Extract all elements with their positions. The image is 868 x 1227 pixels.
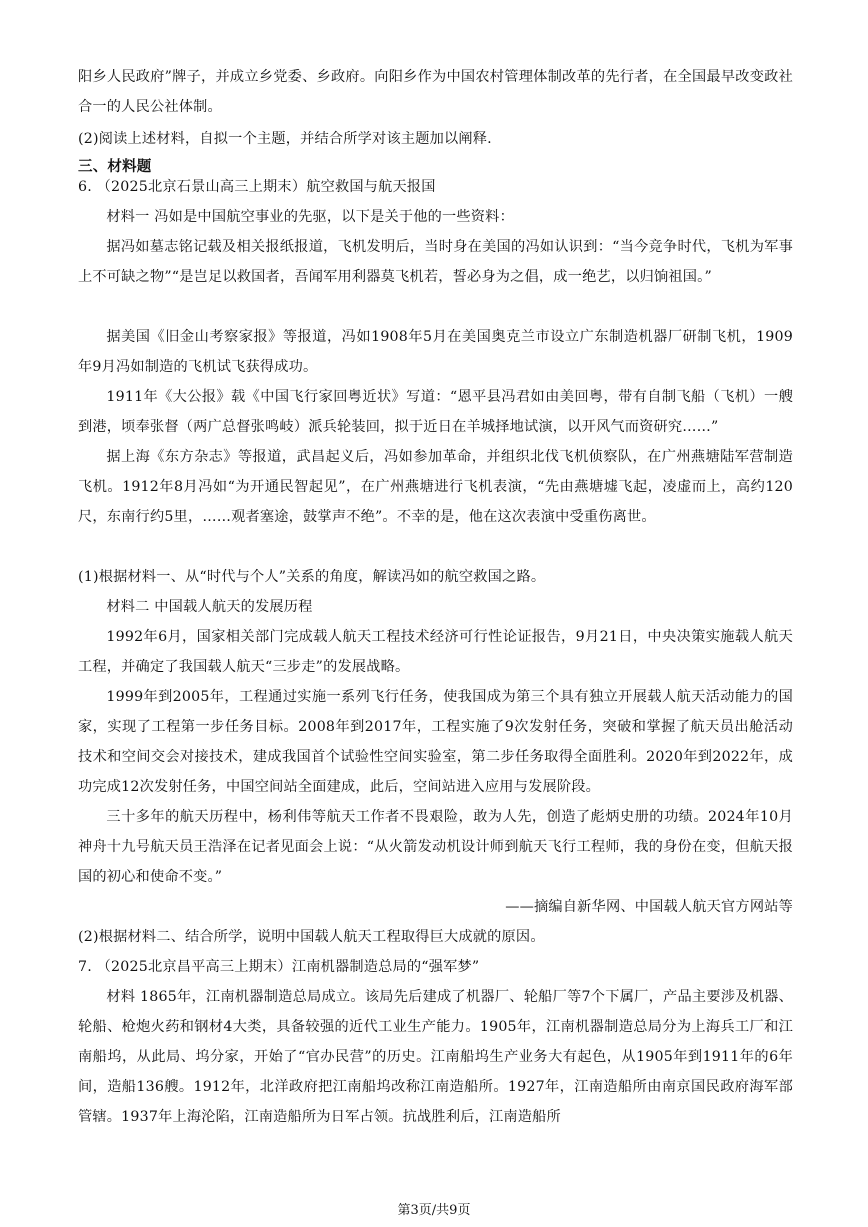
material-1-paragraph-4: 据上海《东方杂志》等报道，武昌起义后，冯如参加革命，并组织北伐飞机侦察队，在广州燕塘陆军营制造飞机。1912年8月冯如“为开通民智起见”，在广州燕塘进行飞机表演，“先由燕塘墟飞起，凌虚而上，高约120尺，东南行约5里，……观者塞途，鼓掌声不绝”。不幸的是，他在这次表演中受重伤离世。 xyxy=(78,449,793,525)
question-6-2: (2)根据材料二、结合所学，说明中国载人航天工程取得巨大成就的原因。 xyxy=(78,929,545,945)
material-1-paragraph-2: 据美国《旧金山考察家报》等报道，冯如1908年5月在美国奥克兰市设立广东制造机器厂研制飞机，1909年9月冯如制造的飞机试飞获得成功。 xyxy=(78,329,793,375)
material-1-title: 材料一 冯如是中国航空事业的先驱，以下是关于他的一些资料： xyxy=(106,209,514,225)
material-1-paragraph-3: 1911年《大公报》载《中国飞行家回粤近状》写道：“恩平县冯君如由美回粤，带有自制飞船（飞机）一艘到港，顷奉张督（两广总督张鸣岐）派兵轮装回，拟于近日在羊城择地试演，以开风气而资研究……” xyxy=(78,389,793,435)
paragraph-intro-continuation: 阳乡人民政府”牌子，并成立乡党委、乡政府。向阳乡作为中国农村管理体制改革的先行者，在全国最早改变政社合一的人民公社体制。 xyxy=(78,69,793,115)
material-2-paragraph-3: 三十多年的航天历程中，杨利伟等航天工作者不畏艰险，敢为人先，创造了彪炳史册的功绩。2024年10月神舟十九号航天员王浩泽在记者见面会上说：“从火箭发动机设计师到航天飞行工程师，我的身份在变，但航天报国的初心和使命不变。” xyxy=(78,809,793,885)
material-1-paragraph-1: 据冯如墓志铭记载及相关报纸报道，飞机发明后，当时身在美国的冯如认识到：“当今竞争时代，飞机为军事上不可缺之物”“是岂足以救国者，吾闻军用利器莫飞机若，誓必身为之倡，成一绝艺，以归饷祖国。” xyxy=(78,239,793,285)
material-2-source: ——摘编自新华网、中国载人航天官方网站等 xyxy=(505,899,793,915)
material-2-paragraph-2: 1999年到2005年，工程通过实施一系列飞行任务，使我国成为第三个具有独立开展载人航天活动能力的国家，实现了工程第一步任务目标。2008年到2017年，工程实施了9次发射任务，突破和掌握了航天员出舱活动技术和空间交会对接技术，建成我国首个试验性空间实验室，第二步任务取得全面胜利。2020年到2022年，成功完成12次发射任务，中国空间站全面建成，此后，空间站进入应用与发展阶段。 xyxy=(78,689,793,795)
question-5-2: (2)阅读上述材料，自拟一个主题，并结合所学对该主题加以阐释. xyxy=(78,131,492,147)
question-7-material: 材料 1865年，江南机器制造总局成立。该局先后建成了机器厂、轮船厂等7个下属厂，产品主要涉及机器、轮船、枪炮火药和钢材4大类，具备较强的近代工业生产能力。1905年，江南机器制造总局分为上海兵工厂和江南船坞，从此局、坞分家，开始了“官办民营”的历史。江南船坞生产业务大有起色，从1905年到1911年的6年间，造船136艘。1912年，北洋政府把江南船坞改称江南造船所。1927年，江南造船所由南京国民政府海军部管辖。1937年上海沦陷，江南造船所为日军占领。抗战胜利后，江南造船所 xyxy=(78,989,793,1125)
material-2-paragraph-1: 1992年6月，国家相关部门完成载人航天工程技术经济可行性论证报告，9月21日，中央决策实施载人航天工程，并确定了我国载人航天“三步走”的发展战略。 xyxy=(78,629,793,675)
question-6-1: (1)根据材料一、从“时代与个人”关系的角度，解读冯如的航空救国之路。 xyxy=(78,569,546,585)
section-heading: 三、材料题 xyxy=(78,159,152,175)
question-7-title: 7. （2025北京昌平高三上期末）江南机器制造总局的“强军梦” xyxy=(78,959,480,975)
question-6-title: 6. （2025北京石景山高三上期末）航空救国与航天报国 xyxy=(78,179,436,195)
page-number: 第3页/共9页 xyxy=(397,1203,471,1218)
material-2-title: 材料二 中国载人航天的发展历程 xyxy=(106,599,313,615)
